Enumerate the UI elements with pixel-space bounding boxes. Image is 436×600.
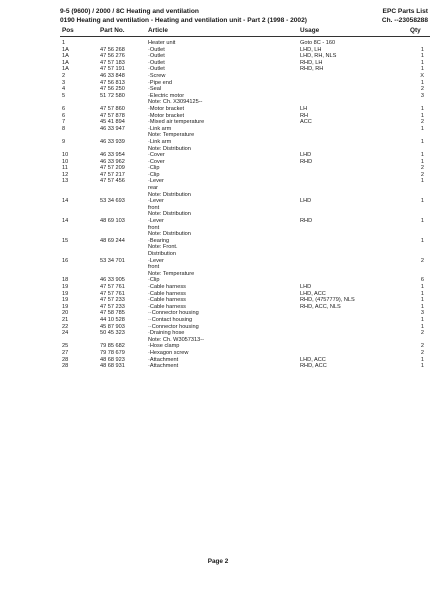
row-article: ··Connector housing xyxy=(148,310,199,317)
row-pos: 13 xyxy=(62,178,69,185)
table-row xyxy=(0,192,436,199)
table-row xyxy=(0,277,436,284)
row-article: Note: Front. xyxy=(148,244,178,251)
row-qty: 2 xyxy=(420,349,424,356)
row-article: ·Lever xyxy=(148,257,164,264)
table-row xyxy=(0,251,436,258)
table-row xyxy=(0,225,436,232)
row-part-no: 48 68 923 xyxy=(100,356,125,363)
row-part-no: 47 57 878 xyxy=(100,112,125,119)
table-row xyxy=(0,73,436,80)
column-header-article: Article xyxy=(148,27,168,34)
row-qty: 2 xyxy=(420,86,424,93)
row-pos: 1A xyxy=(62,53,69,60)
row-usage: LHD xyxy=(300,198,312,205)
doc-type: EPC Parts List xyxy=(382,8,428,15)
row-qty: 1 xyxy=(420,218,424,225)
row-qty: 1 xyxy=(420,53,424,60)
row-pos: 22 xyxy=(62,323,69,330)
row-article: ·Cable harness xyxy=(148,303,186,310)
row-part-no: 45 87 903 xyxy=(100,323,125,330)
row-qty: 2 xyxy=(420,119,424,126)
row-part-no: 46 33 962 xyxy=(100,158,125,165)
table-row xyxy=(0,317,436,324)
row-pos: 24 xyxy=(62,330,69,337)
table-row xyxy=(0,66,436,73)
row-part-no: 47 56 276 xyxy=(100,53,125,60)
row-article: ·Outlet xyxy=(148,59,165,66)
table-row xyxy=(0,284,436,291)
row-qty: 1 xyxy=(420,356,424,363)
row-article: ·Cover xyxy=(148,158,165,165)
doc-subtitle: 0190 Heating and ventilation - Heating and ventilation unit - Part 2 (1998 - 2002) xyxy=(60,17,307,24)
table-row xyxy=(0,258,436,265)
column-header-qty: Qty xyxy=(410,27,421,34)
row-part-no: 46 33 905 xyxy=(100,277,125,284)
table-row xyxy=(0,291,436,298)
row-pos: 11 xyxy=(62,165,68,172)
row-usage: RHD, (4757779), NLS xyxy=(300,297,355,304)
row-part-no: 45 41 894 xyxy=(100,119,125,126)
row-qty: 1 xyxy=(420,66,424,73)
row-article: Note: Temperature xyxy=(148,132,195,139)
row-qty: 1 xyxy=(420,152,424,159)
row-usage: RHD, LH xyxy=(300,59,323,66)
row-pos: 4 xyxy=(62,86,66,93)
row-qty: 3 xyxy=(420,310,424,317)
row-pos: 14 xyxy=(62,198,69,205)
table-row xyxy=(0,139,436,146)
row-article: Note: Ch. X3094125-- xyxy=(148,99,203,106)
row-pos: 1 xyxy=(62,40,66,46)
row-pos: 25 xyxy=(62,343,69,350)
row-article: ·Clip xyxy=(148,171,160,178)
header-divider xyxy=(60,36,430,37)
row-part-no: 50 45 323 xyxy=(100,330,125,337)
row-part-no: 47 57 860 xyxy=(100,105,125,112)
row-pos: 19 xyxy=(62,290,69,297)
row-qty: 3 xyxy=(420,92,424,99)
table-row xyxy=(0,126,436,133)
row-part-no: 79 78 679 xyxy=(100,349,125,356)
row-pos: 2 xyxy=(62,72,66,79)
row-qty: 2 xyxy=(420,165,424,172)
row-part-no: 47 57 217 xyxy=(100,171,125,178)
row-article: ·Lever xyxy=(148,198,164,205)
row-part-no: 46 33 947 xyxy=(100,125,125,132)
table-row xyxy=(0,165,436,172)
row-qty: 1 xyxy=(420,237,424,244)
row-part-no: 47 58 785 xyxy=(100,310,125,317)
row-qty: 2 xyxy=(420,171,424,178)
row-qty: 1 xyxy=(420,363,424,370)
table-row xyxy=(0,238,436,245)
row-article: ·Draining hose xyxy=(148,330,185,337)
row-part-no: 79 85 682 xyxy=(100,343,125,350)
row-article: ·Clip xyxy=(148,277,160,284)
table-row xyxy=(0,304,436,311)
row-article: Note: Distribution xyxy=(148,191,191,198)
table-row xyxy=(0,132,436,139)
table-row xyxy=(0,198,436,205)
page-number: Page 2 xyxy=(207,558,229,565)
row-article: ·Hose clamp xyxy=(148,343,180,350)
row-usage: LHD, ACC xyxy=(300,290,326,297)
parts-table xyxy=(0,40,436,370)
row-article: Note: Ch. W3057313-- xyxy=(148,336,204,343)
table-row xyxy=(0,185,436,192)
row-article: rear xyxy=(148,185,158,192)
row-pos: 19 xyxy=(62,283,69,290)
row-qty: 1 xyxy=(420,79,424,86)
row-part-no: 46 33 848 xyxy=(100,72,125,79)
row-article: ·Attachment xyxy=(148,363,179,370)
row-pos: 19 xyxy=(62,303,69,310)
row-article: front xyxy=(148,224,160,231)
row-part-no: 47 57 191 xyxy=(100,66,125,73)
table-row xyxy=(0,218,436,225)
table-row xyxy=(0,47,436,54)
row-usage: RHD xyxy=(300,218,313,225)
row-part-no: 48 69 103 xyxy=(100,218,125,225)
row-part-no: 48 69 244 xyxy=(100,237,125,244)
row-qty: 1 xyxy=(420,283,424,290)
row-article: Note: Distribution xyxy=(148,211,191,218)
row-article: ·Attachment xyxy=(148,356,179,363)
row-pos: 28 xyxy=(62,356,69,363)
table-row xyxy=(0,159,436,166)
table-row xyxy=(0,244,436,251)
row-usage: RHD, ACC xyxy=(300,363,327,370)
column-header-part-no: Part No. xyxy=(100,27,125,34)
row-qty: 1 xyxy=(420,323,424,330)
row-article: ·Screw xyxy=(148,72,166,79)
row-qty: 1 xyxy=(420,198,424,205)
row-article: ·Link arm xyxy=(148,138,172,145)
row-article: ·Cover xyxy=(148,152,165,159)
row-article: ·Clip xyxy=(148,165,160,172)
row-qty: 1 xyxy=(420,290,424,297)
row-usage: RHD, RH xyxy=(300,66,324,73)
table-row xyxy=(0,363,436,370)
row-pos: 12 xyxy=(62,171,69,178)
column-header-pos: Pos xyxy=(62,27,74,34)
table-row xyxy=(0,350,436,357)
row-article: ··Connector housing xyxy=(148,323,199,330)
table-row xyxy=(0,324,436,331)
row-article: ·Cable harness xyxy=(148,290,186,297)
row-qty: 6 xyxy=(420,277,424,284)
table-row xyxy=(0,86,436,93)
row-qty: 1 xyxy=(420,178,424,185)
row-usage: LHD xyxy=(300,152,312,159)
row-part-no: 47 57 761 xyxy=(100,290,125,297)
row-usage: LH xyxy=(300,105,308,112)
table-row xyxy=(0,106,436,113)
table-row xyxy=(0,93,436,100)
table-row xyxy=(0,152,436,159)
table-row xyxy=(0,264,436,271)
row-article: Note: Distribution xyxy=(148,145,191,152)
row-pos: 19 xyxy=(62,297,69,304)
table-row xyxy=(0,80,436,87)
table-row xyxy=(0,146,436,153)
table-row xyxy=(0,231,436,238)
row-qty: 1 xyxy=(420,46,424,53)
row-part-no: 47 56 813 xyxy=(100,79,125,86)
chassis-range: Ch. --23058288 xyxy=(381,17,428,24)
table-row xyxy=(0,178,436,185)
row-usage: LHD, RH, NLS xyxy=(300,53,337,60)
row-part-no: 46 33 939 xyxy=(100,138,125,145)
row-qty: 1 xyxy=(420,138,424,145)
table-row xyxy=(0,40,436,47)
row-article: ·Pipe end xyxy=(148,79,172,86)
row-usage: RHD xyxy=(300,158,313,165)
table-row xyxy=(0,211,436,218)
row-part-no: 51 72 580 xyxy=(100,92,125,99)
row-pos: 15 xyxy=(62,237,69,244)
row-pos: 21 xyxy=(62,316,69,323)
row-article: ·Lever xyxy=(148,178,164,185)
row-pos: 6 xyxy=(62,112,66,119)
row-usage: LHD xyxy=(300,283,312,290)
row-article: ·Cable harness xyxy=(148,297,186,304)
row-qty: 1 xyxy=(420,158,424,165)
row-usage: Goto 8C - 160 xyxy=(300,40,336,46)
row-pos: 14 xyxy=(62,218,69,225)
row-pos: 6 xyxy=(62,105,66,112)
row-pos: 8 xyxy=(62,125,66,132)
row-part-no: 47 56 268 xyxy=(100,46,125,53)
row-pos: 1A xyxy=(62,46,69,53)
row-qty: X xyxy=(420,72,424,79)
row-article: ·Outlet xyxy=(148,66,165,73)
row-pos: 18 xyxy=(62,277,69,284)
table-row xyxy=(0,343,436,350)
row-qty: 1 xyxy=(420,316,424,323)
row-article: Note: Distribution xyxy=(148,231,191,238)
doc-title: 9-5 (9600) / 2000 / 8C Heating and ventilation xyxy=(60,8,199,15)
row-pos: 3 xyxy=(62,79,66,86)
row-article: ·Lever xyxy=(148,218,164,225)
row-usage: RHD, ACC, NLS xyxy=(300,303,341,310)
row-part-no: 47 56 250 xyxy=(100,86,125,93)
row-part-no: 47 57 233 xyxy=(100,297,125,304)
row-article: ·Motor bracket xyxy=(148,105,185,112)
row-pos: 7 xyxy=(62,119,66,126)
table-row xyxy=(0,357,436,364)
row-article: Distribution xyxy=(148,251,176,257)
row-qty: 2 xyxy=(420,257,424,264)
row-part-no: 44 10 528 xyxy=(100,316,125,323)
row-pos: 28 xyxy=(62,363,69,370)
table-row xyxy=(0,99,436,106)
row-pos: 9 xyxy=(62,138,66,145)
row-pos: 10 xyxy=(62,158,69,165)
table-row xyxy=(0,119,436,126)
row-part-no: 47 57 456 xyxy=(100,178,125,185)
table-row xyxy=(0,310,436,317)
row-usage: LHD, LH xyxy=(300,46,322,53)
row-part-no: 47 57 209 xyxy=(100,165,125,172)
row-qty: 1 xyxy=(420,59,424,66)
table-row xyxy=(0,172,436,179)
row-part-no: 47 57 233 xyxy=(100,303,125,310)
row-qty: 2 xyxy=(420,343,424,350)
table-row xyxy=(0,330,436,337)
row-part-no: 46 33 954 xyxy=(100,152,125,159)
row-part-no: 47 57 761 xyxy=(100,283,125,290)
row-article: ·Link arm xyxy=(148,125,172,132)
row-article: ·Outlet xyxy=(148,46,165,53)
row-usage: RH xyxy=(300,112,309,119)
row-qty: 1 xyxy=(420,125,424,132)
row-article: ·Mixed air temperature xyxy=(148,119,205,126)
row-article: front xyxy=(148,204,160,211)
row-part-no: 53 34 693 xyxy=(100,198,125,205)
row-part-no: 53 34 701 xyxy=(100,257,125,264)
row-article: Note: Temperature xyxy=(148,270,195,277)
row-article: ·Bearing xyxy=(148,237,170,244)
row-article: ··Contact housing xyxy=(148,316,193,323)
table-row xyxy=(0,297,436,304)
row-pos: 1A xyxy=(62,66,69,73)
column-header-usage: Usage xyxy=(300,27,320,34)
row-article: ·Hexagon screw xyxy=(148,349,189,356)
row-article: ·Motor bracket xyxy=(148,112,185,119)
row-article: Heater unit xyxy=(148,40,176,46)
table-row xyxy=(0,271,436,278)
row-pos: 20 xyxy=(62,310,69,317)
row-pos: 10 xyxy=(62,152,69,159)
row-pos: 5 xyxy=(62,92,66,99)
row-article: ·Cable harness xyxy=(148,283,186,290)
table-row xyxy=(0,60,436,67)
row-part-no: 47 57 183 xyxy=(100,59,125,66)
row-article: front xyxy=(148,264,160,271)
row-qty: 1 xyxy=(420,303,424,310)
table-row xyxy=(0,113,436,120)
row-pos: 27 xyxy=(62,349,69,356)
row-part-no: 48 68 931 xyxy=(100,363,125,370)
row-qty: 2 xyxy=(420,330,424,337)
row-qty: 1 xyxy=(420,297,424,304)
table-row xyxy=(0,205,436,212)
row-qty: 1 xyxy=(420,112,424,119)
row-article: ·Seal xyxy=(148,86,162,93)
row-article: ·Electric motor xyxy=(148,92,185,99)
row-usage: LHD, ACC xyxy=(300,356,326,363)
row-qty: 1 xyxy=(420,105,424,112)
row-article: ·Outlet xyxy=(148,53,165,60)
row-pos: 16 xyxy=(62,257,69,264)
row-pos: 1A xyxy=(62,59,69,66)
table-row xyxy=(0,337,436,344)
table-row xyxy=(0,53,436,60)
row-usage: ACC xyxy=(300,119,312,126)
